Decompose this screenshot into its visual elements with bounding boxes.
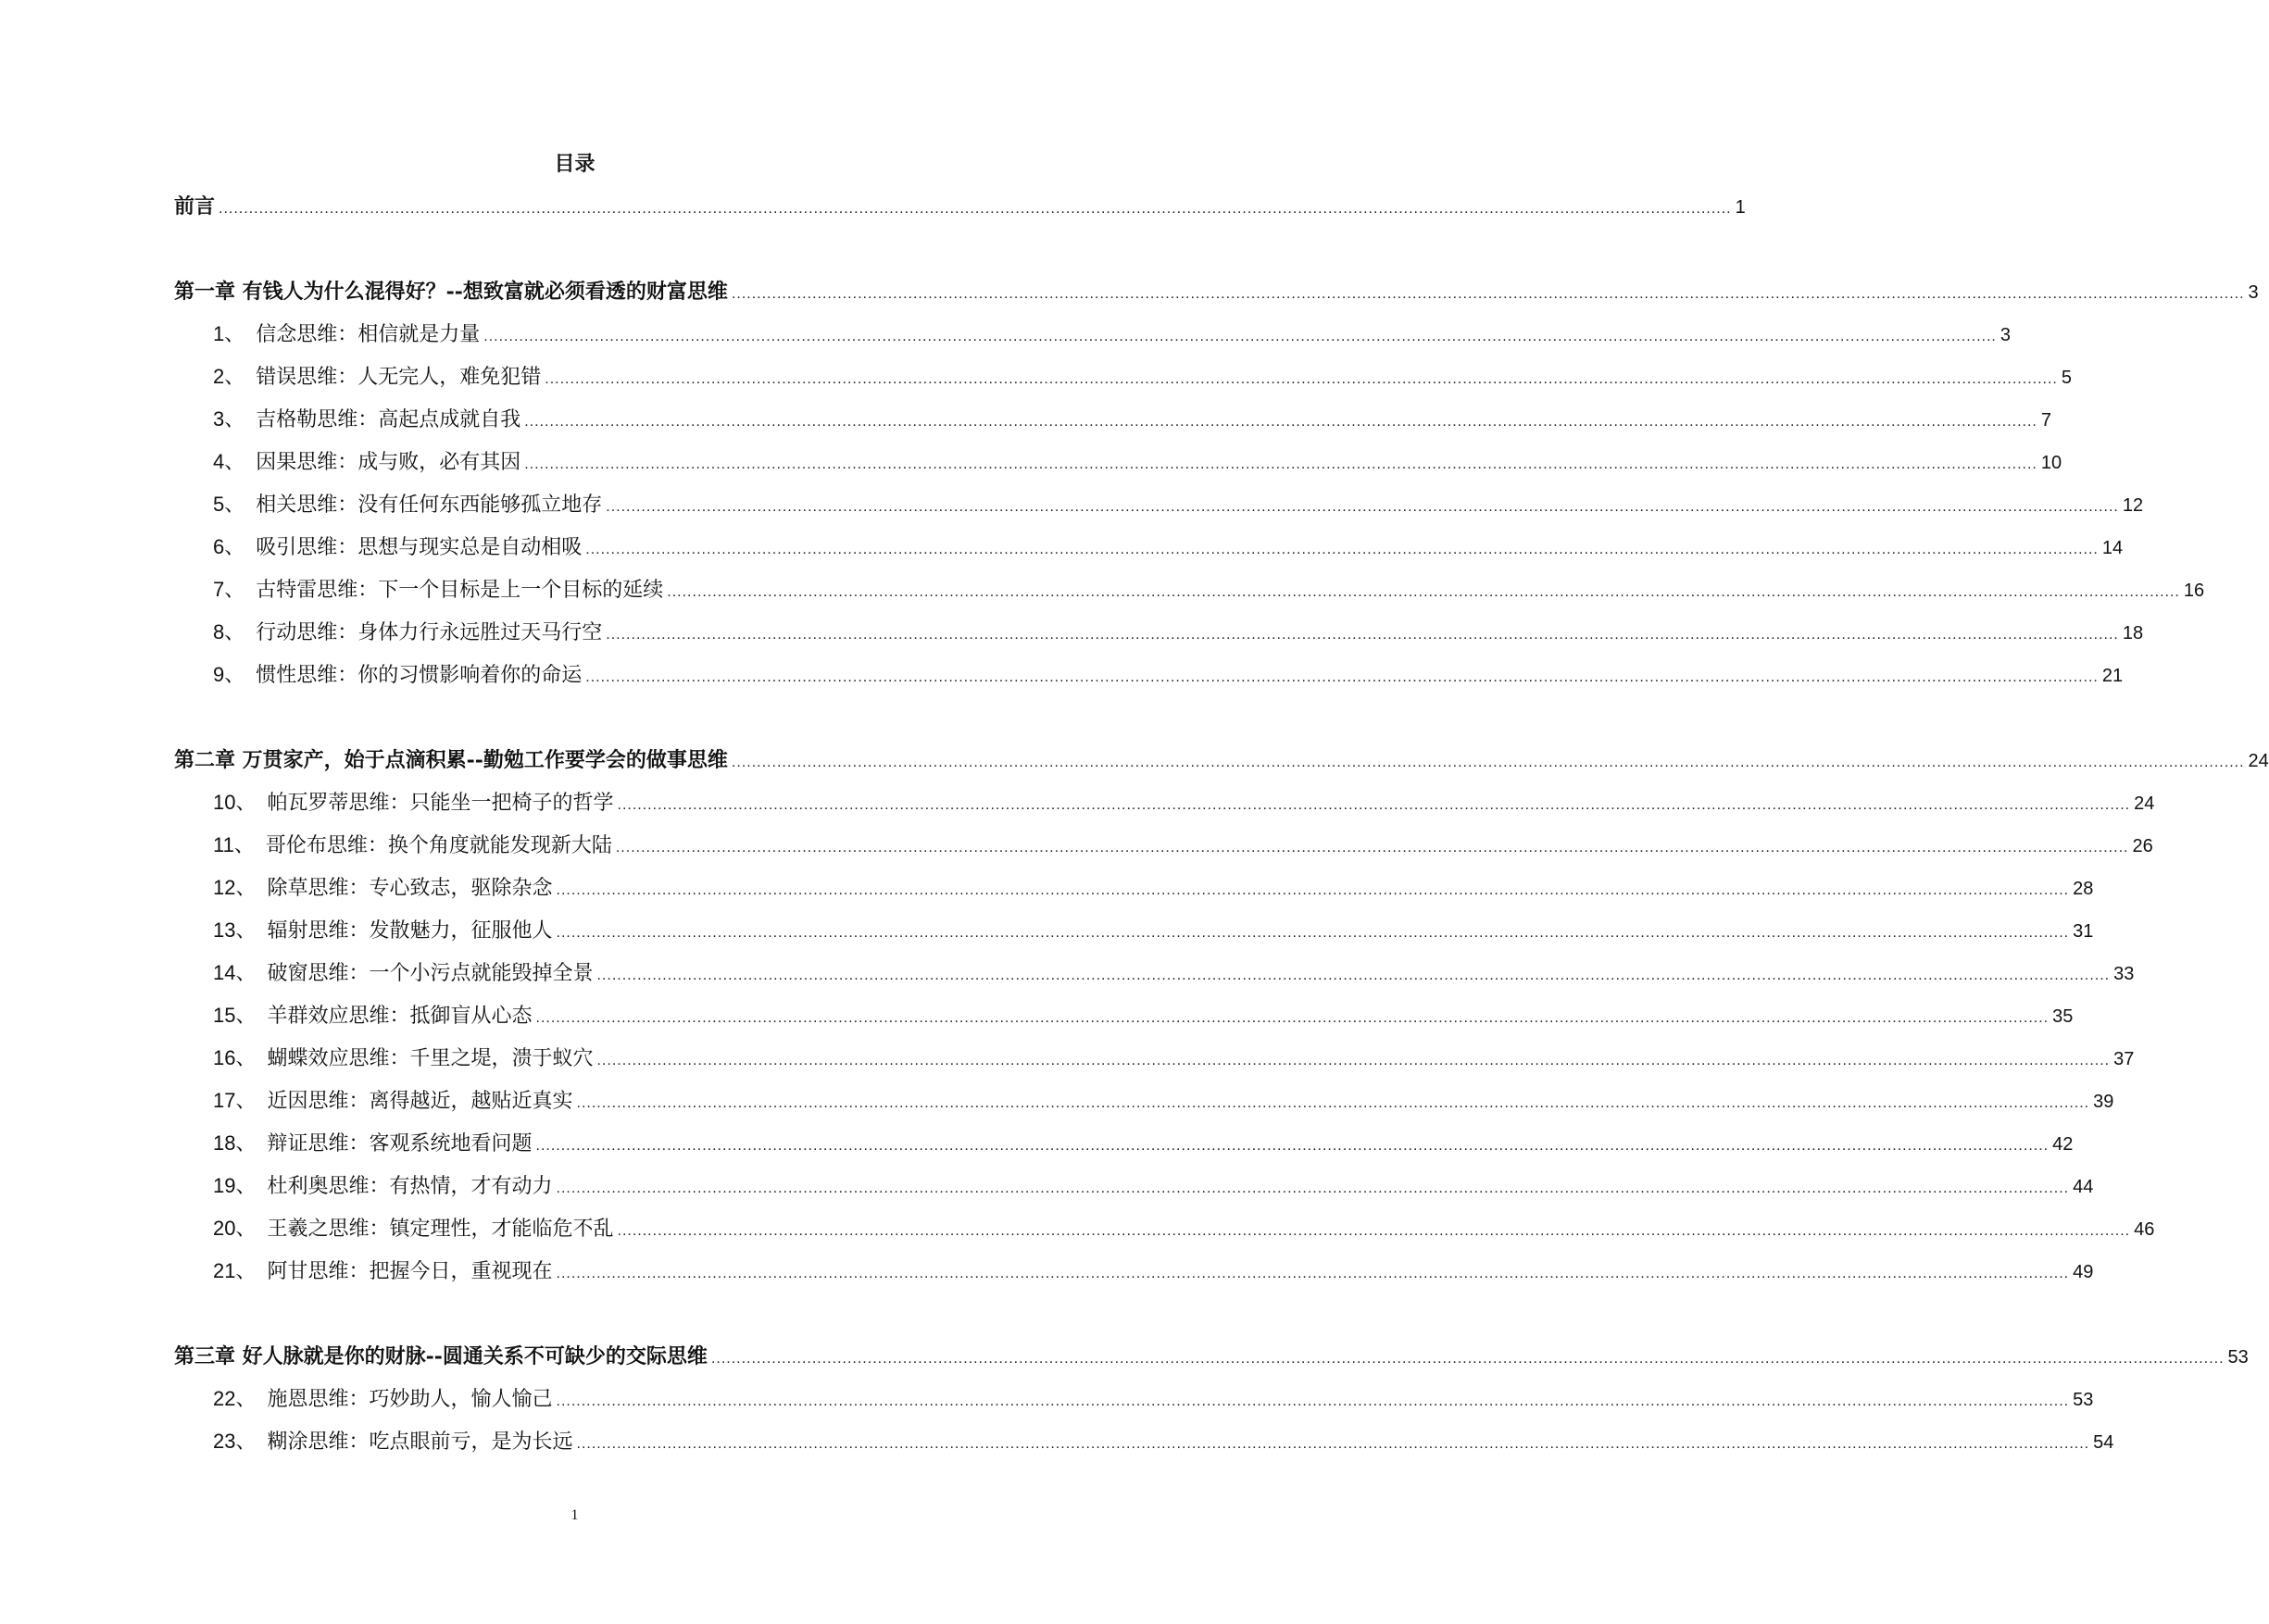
toc-entry-title: 信念思维：相信就是力量 xyxy=(256,323,481,346)
toc-leader-dots: ............................................................................................................................................................................................................................................................................................................ xyxy=(535,1138,2050,1154)
toc-entry-page: 28 xyxy=(2073,879,2094,899)
toc-entry[interactable] xyxy=(174,404,2051,446)
toc-entry[interactable] xyxy=(174,1085,2114,1128)
toc-entry[interactable] xyxy=(174,1043,2135,1085)
toc-entry[interactable] xyxy=(174,787,2155,830)
toc-leader-dots: ............................................................................................................................................................................................................................................................................................................ xyxy=(556,1393,2070,1409)
toc-entry-page: 39 xyxy=(2093,1092,2114,1112)
toc-leader-dots: ............................................................................................................................................................................................................................................................................................................ xyxy=(524,456,2037,472)
toc-entry-number: 6、 xyxy=(213,535,245,558)
toc-chapter-3-items xyxy=(174,1383,2114,1468)
toc-leader-dots: ............................................................................................................................................................................................................................................................................................................ xyxy=(483,329,1997,344)
toc-entry-number: 13、 xyxy=(213,918,257,942)
toc-chapter-title: 第三章 好人脉就是你的财脉--圆通关系不可缺少的交际思维 xyxy=(174,1344,708,1368)
toc-chapter-page: 3 xyxy=(2248,282,2259,303)
toc-entry-number: 12、 xyxy=(213,876,257,899)
toc-entry[interactable] xyxy=(174,446,2062,489)
toc-entry[interactable] xyxy=(174,361,2072,404)
toc-entry-page: 1 xyxy=(1735,197,1746,218)
toc-entry-page: 33 xyxy=(2113,964,2135,984)
toc-leader-dots: ............................................................................................................................................................................................................................................................................................................ xyxy=(606,627,2119,643)
toc-leader-dots: ............................................................................................................................................................................................................................................................................................................ xyxy=(710,1351,2225,1367)
toc-entry-number: 20、 xyxy=(213,1217,257,1240)
toc-entry-number: 5、 xyxy=(213,493,245,516)
toc-leader-dots: ............................................................................................................................................................................................................................................................................................................ xyxy=(585,669,2099,685)
toc-entry-page: 5 xyxy=(2061,368,2072,388)
toc-entry-page: 54 xyxy=(2093,1432,2114,1453)
toc-entry-title: 除草思维：专心致志，驱除杂念 xyxy=(267,877,553,900)
toc-leader-dots: ............................................................................................................................................................................................................................................................................................................ xyxy=(617,1223,2131,1239)
toc-leader-dots: ............................................................................................................................................................................................................................................................................................................ xyxy=(556,925,2070,941)
toc-chapter-title: 第二章 万贯家产，始于点滴积累--勤勉工作要学会的做事思维 xyxy=(174,748,728,772)
toc-leader-dots: ............................................................................................................................................................................................................................................................................................................ xyxy=(617,797,2131,813)
toc-entry[interactable] xyxy=(174,1170,2094,1213)
toc-entry-page: 7 xyxy=(2040,410,2051,431)
toc-entry-page: 35 xyxy=(2052,1006,2074,1027)
toc-entry-number: 18、 xyxy=(213,1131,257,1155)
toc-chapter-title: 第一章 有钱人为什么混得好？--想致富就必须看透的财富思维 xyxy=(174,280,728,304)
toc-entry-page: 3 xyxy=(1999,325,2011,345)
toc-entry-page: 37 xyxy=(2113,1049,2135,1069)
page-title: 目录 xyxy=(554,152,595,176)
toc-entry-page: 16 xyxy=(2183,581,2205,601)
toc-entry[interactable] xyxy=(174,1255,2094,1298)
toc-leader-dots: ............................................................................................................................................................................................................................................................................................................ xyxy=(219,201,1732,217)
toc-entry-number: 3、 xyxy=(213,407,245,431)
toc-entry-title: 前言 xyxy=(174,194,216,219)
toc-entry[interactable] xyxy=(174,1000,2074,1043)
toc-entry-title: 王羲之思维：镇定理性，才能临危不乱 xyxy=(267,1218,614,1241)
toc-entry-number: 23、 xyxy=(213,1430,257,1453)
toc-entry-number: 7、 xyxy=(213,578,245,601)
toc-leader-dots: ............................................................................................................................................................................................................................................................................................................ xyxy=(606,499,2119,515)
toc-entry[interactable] xyxy=(174,659,2124,702)
toc-leader-dots: ............................................................................................................................................................................................................................................................................................................ xyxy=(615,840,2129,856)
toc-entry-page: 18 xyxy=(2122,623,2144,643)
toc-entry-page: 14 xyxy=(2101,538,2124,558)
toc-entry[interactable] xyxy=(174,617,2144,659)
toc-chapter-page: 24 xyxy=(2248,751,2269,771)
toc-entry-title: 辩证思维：客观系统地看问题 xyxy=(267,1132,533,1156)
toc-entry-page: 12 xyxy=(2122,495,2144,516)
toc-entry-number: 1、 xyxy=(213,322,245,345)
toc-entry-page: 46 xyxy=(2134,1219,2155,1240)
toc-entry[interactable] xyxy=(174,531,2124,574)
toc-entry-page: 10 xyxy=(2040,453,2062,473)
toc-entry-number: 19、 xyxy=(213,1174,257,1197)
toc-chapter-page: 53 xyxy=(2227,1347,2249,1368)
toc-entry-title: 施恩思维：巧妙助人，愉人愉己 xyxy=(267,1388,553,1411)
toc-entry[interactable] xyxy=(174,1426,2114,1468)
toc-entry-title: 因果思维：成与败，必有其因 xyxy=(256,451,521,474)
toc-chapter-3[interactable] xyxy=(174,1341,2249,1383)
toc-entry-page: 26 xyxy=(2132,836,2153,856)
toc-entry-title: 糊涂思维：吃点眼前亏，是为长远 xyxy=(267,1430,573,1454)
toc-entry-page: 21 xyxy=(2101,666,2124,686)
toc-entry-number: 9、 xyxy=(213,663,245,686)
toc-entry[interactable] xyxy=(174,915,2094,957)
toc-entry-title: 相关思维：没有任何东西能够孤立地存 xyxy=(256,493,603,517)
toc-leader-dots: ............................................................................................................................................................................................................................................................................................................ xyxy=(596,1053,2111,1068)
toc-entry-title: 羊群效应思维：抵御盲从心态 xyxy=(267,1005,533,1028)
toc-entry-title: 哥伦布思维：换个角度就能发现新大陆 xyxy=(265,834,612,857)
toc-leader-dots: ............................................................................................................................................................................................................................................................................................................ xyxy=(556,1181,2070,1196)
toc-entry-number: 4、 xyxy=(213,450,245,473)
toc-entry-title: 近因思维：离得越近，越贴近真实 xyxy=(267,1090,573,1113)
toc-entry-number: 21、 xyxy=(213,1259,257,1282)
toc-leader-dots: ............................................................................................................................................................................................................................................................................................................ xyxy=(556,1266,2070,1281)
toc-leader-dots: ............................................................................................................................................................................................................................................................................................................ xyxy=(667,584,2180,600)
toc-leader-dots: ............................................................................................................................................................................................................................................................................................................ xyxy=(576,1436,2090,1452)
toc-entry-number: 11、 xyxy=(213,833,255,856)
toc-leader-dots: ............................................................................................................................................................................................................................................................................................................ xyxy=(545,371,2058,387)
toc-entry-title: 蝴蝶效应思维：千里之堤，溃于蚁穴 xyxy=(267,1047,594,1070)
toc-entry-number: 2、 xyxy=(213,365,245,388)
toc-leader-dots: ............................................................................................................................................................................................................................................................................................................ xyxy=(535,1010,2050,1026)
toc-entry-title: 吸引思维：思想与现实总是自动相吸 xyxy=(256,536,583,559)
toc-entry-title: 吉格勒思维：高起点成就自我 xyxy=(256,408,521,431)
toc-leader-dots: ............................................................................................................................................................................................................................................................................................................ xyxy=(731,755,2245,770)
toc-entry-title: 惯性思维：你的习惯影响着你的命运 xyxy=(256,664,583,687)
toc-entry-preface[interactable] xyxy=(174,191,1746,233)
toc-entry-page: 49 xyxy=(2073,1262,2094,1282)
toc-entry-page: 53 xyxy=(2073,1390,2094,1410)
toc-leader-dots: ............................................................................................................................................................................................................................................................................................................ xyxy=(585,542,2099,557)
toc-entry-number: 17、 xyxy=(213,1089,257,1112)
toc-entry-title: 帕瓦罗蒂思维：只能坐一把椅子的哲学 xyxy=(267,792,614,815)
toc-chapter-2[interactable] xyxy=(174,744,2269,787)
page-number: 1 xyxy=(570,1507,579,1523)
toc-entry-page: 24 xyxy=(2134,793,2155,814)
toc-entry-number: 22、 xyxy=(213,1387,257,1410)
toc-entry[interactable] xyxy=(174,872,2094,915)
toc-leader-dots: ............................................................................................................................................................................................................................................................................................................ xyxy=(556,882,2070,898)
toc-chapter-1[interactable] xyxy=(174,276,2259,319)
toc-entry-title: 古特雷思维：下一个目标是上一个目标的延续 xyxy=(256,579,664,602)
toc-chapter-2-items xyxy=(174,787,2155,1298)
table-of-contents xyxy=(174,191,2269,1468)
toc-entry-number: 14、 xyxy=(213,961,257,984)
toc-entry[interactable] xyxy=(174,1383,2094,1426)
toc-entry-page: 31 xyxy=(2073,921,2094,942)
toc-leader-dots: ............................................................................................................................................................................................................................................................................................................ xyxy=(576,1095,2090,1111)
toc-entry[interactable] xyxy=(174,830,2153,872)
toc-entry-number: 15、 xyxy=(213,1004,257,1027)
toc-leader-dots: ............................................................................................................................................................................................................................................................................................................ xyxy=(524,414,2037,430)
toc-entry-number: 10、 xyxy=(213,791,257,814)
toc-entry-title: 辐射思维：发散魅力，征服他人 xyxy=(267,919,553,943)
toc-chapter-1-items xyxy=(174,319,2205,702)
toc-leader-dots: ............................................................................................................................................................................................................................................................................................................ xyxy=(596,968,2111,983)
toc-entry[interactable] xyxy=(174,1128,2074,1170)
toc-leader-dots: ............................................................................................................................................................................................................................................................................................................ xyxy=(731,286,2245,302)
toc-entry[interactable] xyxy=(174,319,2011,361)
toc-entry-title: 杜利奥思维：有热情，才有动力 xyxy=(267,1175,553,1198)
toc-entry-title: 错误思维：人无完人，难免犯错 xyxy=(256,366,542,389)
toc-entry-title: 阿甘思维：把握今日，重视现在 xyxy=(267,1260,553,1283)
toc-entry[interactable] xyxy=(174,574,2205,617)
toc-entry-number: 8、 xyxy=(213,620,245,643)
toc-entry-title: 破窗思维：一个小污点就能毁掉全景 xyxy=(267,962,594,985)
toc-entry-title: 行动思维：身体力行永远胜过天马行空 xyxy=(256,621,603,644)
toc-entry-number: 16、 xyxy=(213,1046,257,1069)
toc-entry-page: 42 xyxy=(2052,1134,2074,1155)
toc-entry-page: 44 xyxy=(2073,1177,2094,1197)
toc-entry[interactable] xyxy=(174,489,2144,531)
toc-entry[interactable] xyxy=(174,957,2135,1000)
toc-entry[interactable] xyxy=(174,1213,2155,1255)
